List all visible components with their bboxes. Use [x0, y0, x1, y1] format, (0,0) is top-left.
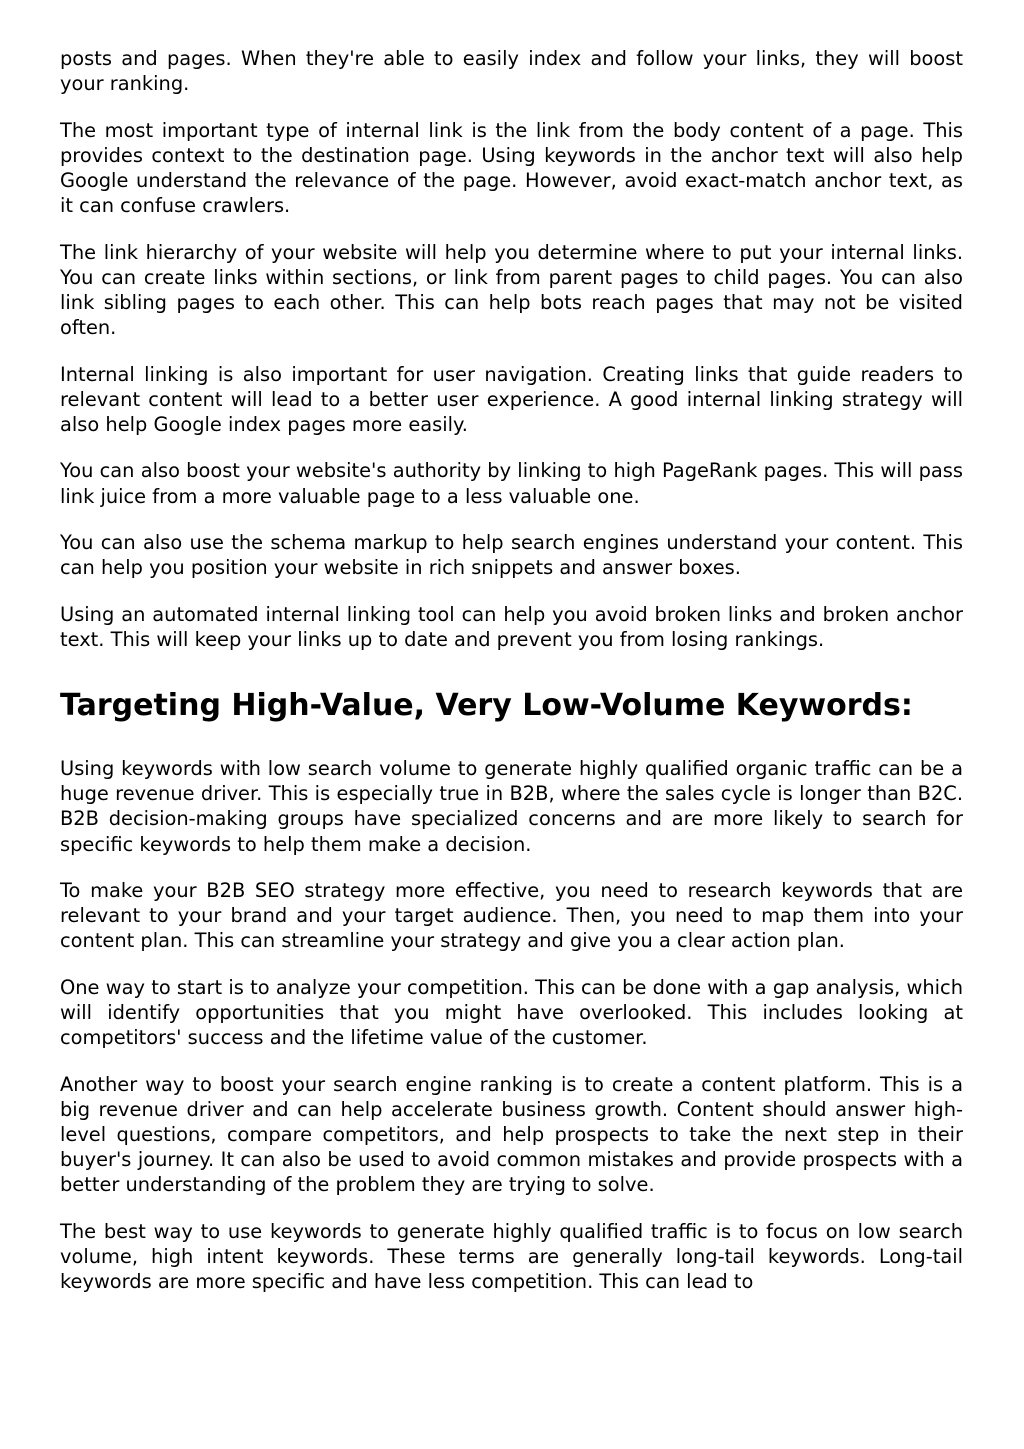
paragraph: posts and pages. When they're able to easily index and follow your links, they will boost your ranking. [60, 47, 963, 96]
paragraph: Using keywords with low search volume to generate highly qualified organic traffic can be a huge revenue driver. This is especially true in B2B, where the sales cycle is longer than B2C. B2B decision-making groups have specialized concerns and are more likely to search for specific keywords to help them make a decision. [60, 756, 963, 856]
paragraph: You can also boost your website's authority by linking to high PageRank pages. This will pass link juice from a more valuable page to a less valuable one. [60, 459, 963, 508]
paragraph: The most important type of internal link is the link from the body content of a page. This provides context to the destination page. Using keywords in the anchor text will also help Google understand the relevance of the page. However, avoid exact-match anchor text, as it can confuse crawlers. [60, 118, 963, 218]
paragraph: One way to start is to analyze your competition. This can be done with a gap analysis, which will identify opportunities that you might have overlooked. This includes looking at competitors' success and the lifetime value of the customer. [60, 975, 963, 1050]
paragraph: Internal linking is also important for user navigation. Creating links that guide readers to relevant content will lead to a better user experience. A good internal linking strategy will also help Google index pages more easily. [60, 362, 963, 436]
paragraph: To make your B2B SEO strategy more effective, you need to research keywords that are relevant to your brand and your target audience. Then, you need to map them into your content plan. This can streamline your strategy and give you a clear action plan. [60, 878, 963, 953]
paragraph: The link hierarchy of your website will help you determine where to put your internal links. You can create links within sections, or link from parent pages to child pages. You can also link sibling pages to each other. This can help bots reach pages that may not be visited often. [60, 240, 963, 340]
paragraph: The best way to use keywords to generate highly qualified traffic is to focus on low search volume, high intent keywords. These terms are generally long-tail keywords. Long-tail keywords are more specific and have less competition. This can lead to [60, 1219, 963, 1294]
paragraph: You can also use the schema markup to help search engines understand your content. This can help you position your website in rich snippets and answer boxes. [60, 530, 963, 580]
paragraph: Using an automated internal linking tool can help you avoid broken links and broken anchor text. This will keep your links up to date and prevent you from losing rankings. [60, 602, 963, 651]
document-page [60, 46, 963, 1316]
paragraph: Another way to boost your search engine ranking is to create a content platform. This is a big revenue driver and can help accelerate business growth. Content should answer high-level questions, compare competitors, and help prospects to take the next step in their buyer's journey. It can also be used to avoid common mistakes and provide prospects with a better understanding of the problem they are trying to solve. [60, 1072, 963, 1197]
section-heading: Targeting High-Value, Very Low-Volume Keywords: [60, 687, 913, 723]
